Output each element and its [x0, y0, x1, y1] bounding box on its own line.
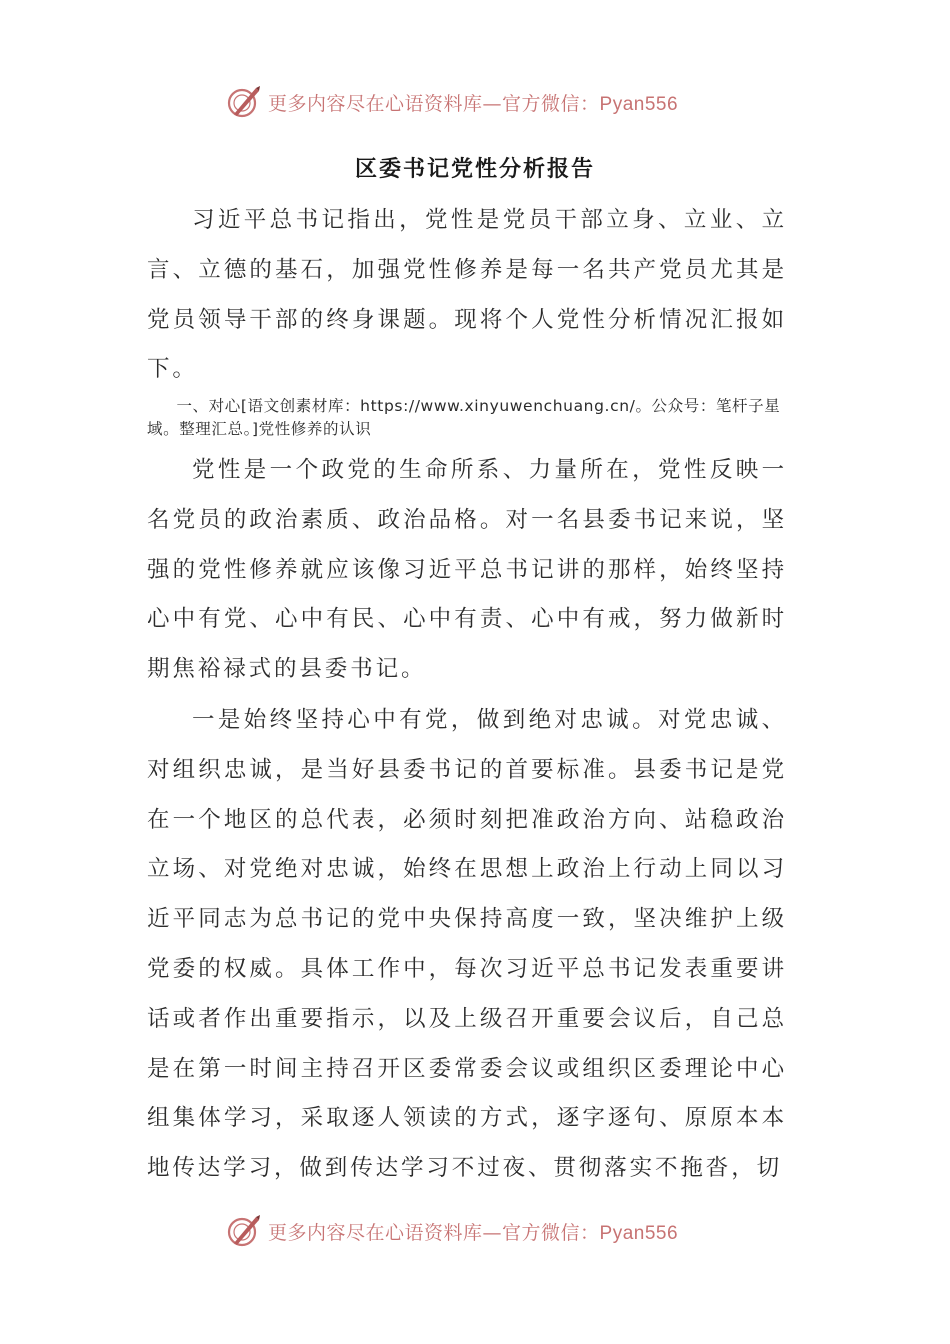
section-heading: 一、对心[语文创素材库：https://www.xinyuwenchuang.cn/。公众号：笔杆子星域。整理汇总。]党性修养的认识: [147, 397, 781, 438]
document-title: 区委书记党性分析报告: [354, 157, 595, 182]
watermark-text: 更多内容尽在心语资料库—官方微信：Pyan556: [268, 1221, 679, 1244]
wechat-id: Pyan556: [599, 93, 679, 115]
header-watermark: [0, 82, 950, 122]
pen-circle-logo-icon: [226, 1213, 262, 1249]
wechat-id: Pyan556: [599, 1222, 679, 1244]
body-paragraph-2: 党性是一个政党的生命所系、力量所在，党性反映一名党员的政治素质、政治品格。对一名县委书记来说，坚强的党性修养就应该像习近平总书记讲的那样，始终坚持心中有党、心中有民、心中有责、心中有戒，努力做新时期焦裕禄式的县委书记。: [147, 457, 787, 683]
body-paragraph-1: 习近平总书记指出，党性是党员干部立身、立业、立言、立德的基石，加强党性修养是每一名共产党员尤其是党员领导干部的终身课题。现将个人党性分析情况汇报如下。: [147, 207, 787, 383]
pen-circle-logo-icon: [226, 84, 262, 120]
body-paragraph-3: 一是始终坚持心中有党，做到绝对忠诚。对党忠诚、对组织忠诚，是当好县委书记的首要标准。县委书记是党在一个地区的总代表，必须时刻把准政治方向、站稳政治立场、对党绝对忠诚，始终在思想上政治上行动上同以习近平同志为总书记的党中央保持高度一致，坚决维护上级党委的权威。具体工作中，每次习近平总书记发表重要讲话或者作出重要指示，以及上级召开重要会议后，自己总是在第一时间主持召开区委常委会议或组织区委理论中心组集体学习，采取逐人领读的方式，逐字逐句、原原本本地传达学习，做到传达学习不过夜、贯彻落实不拖沓，切: [147, 707, 787, 1182]
footer-watermark: [0, 1211, 950, 1251]
watermark-text: 更多内容尽在心语资料库—官方微信：Pyan556: [268, 92, 679, 115]
